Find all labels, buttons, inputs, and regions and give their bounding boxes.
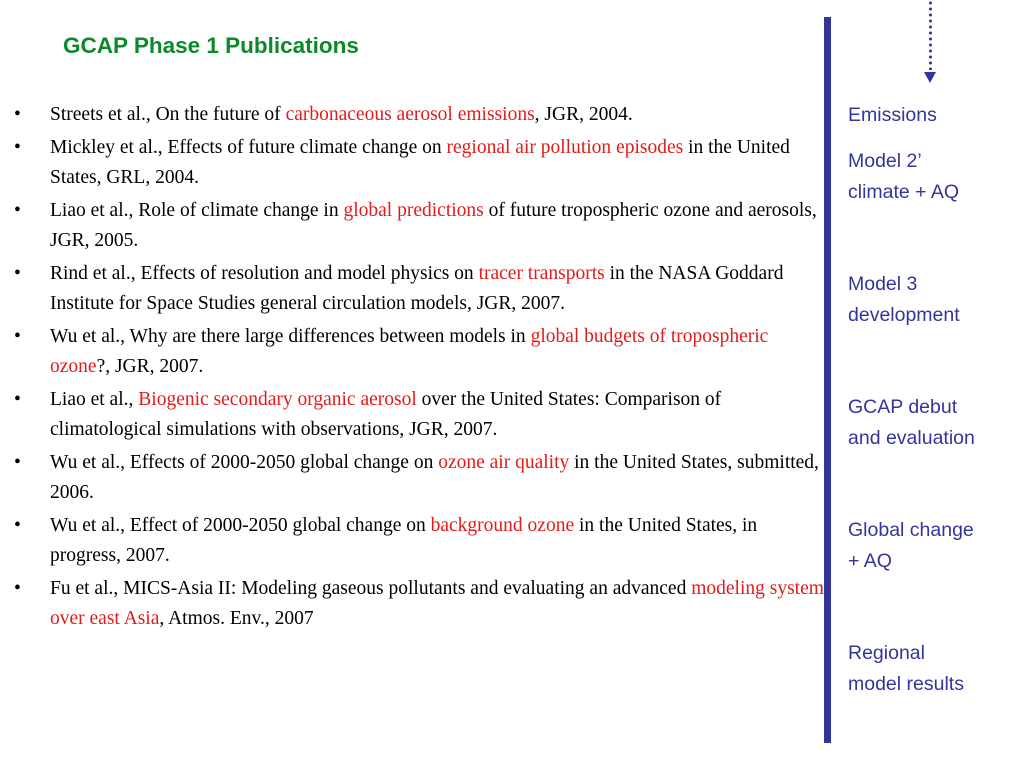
publication-text: in the United States, submitted, 2006. — [50, 451, 819, 503]
publication-item — [14, 133, 824, 194]
publication-highlight: ozone air quality — [438, 451, 570, 473]
publication-list — [14, 100, 824, 637]
stage-label: Model 2’ — [848, 150, 922, 172]
publication-text: Fu et al., MICS-Asia II: Modeling gaseous pollutants and evaluating an advanced — [50, 577, 692, 599]
stage-label: and evaluation — [848, 426, 975, 449]
bullet: • — [14, 136, 21, 158]
stage-label: climate + AQ — [848, 180, 960, 203]
publication-text: of future tropospheric ozone and aerosols, JGR, 2005. — [50, 199, 817, 251]
publication-text: Wu et al., Effects of 2000-2050 global change on — [50, 451, 439, 473]
publication-highlight: global budgets of tropospheric ozone — [50, 325, 769, 377]
stage-label: development — [848, 303, 960, 326]
publication-item — [14, 100, 824, 131]
bullet: • — [14, 262, 21, 284]
publication-highlight: tracer transports — [478, 262, 605, 284]
publication-text: in the United States, GRL, 2004. — [50, 136, 790, 188]
publication-highlight: regional air pollution episodes — [446, 136, 684, 158]
stage-label: Model 3 — [848, 273, 918, 295]
publication-text: over the United States: Comparison of climatological simulations with observations, JGR, 2007. — [50, 388, 722, 440]
stage-emissions — [848, 100, 937, 131]
publication-text: Mickley et al., Effects of future climate change on — [50, 136, 447, 158]
stage-label: Regional — [848, 642, 925, 664]
publication-highlight: background ozone — [430, 514, 575, 536]
stage-label: Emissions — [848, 104, 937, 126]
bullet: • — [14, 451, 21, 473]
bullet: • — [14, 104, 21, 125]
publication-item — [14, 574, 824, 635]
publication-item — [14, 385, 824, 446]
publication-text: , Atmos. Env., 2007 — [159, 608, 314, 629]
publication-text: ?, JGR, 2007. — [96, 356, 204, 377]
stage-label: Global change — [848, 519, 974, 541]
stage-model3 — [848, 269, 960, 330]
stage-model2 — [848, 146, 959, 207]
publication-highlight: Biogenic secondary organic aerosol — [138, 388, 417, 410]
publication-text: Streets et al., On the future of — [50, 104, 286, 125]
stage-label: model results — [848, 672, 964, 695]
timeline-divider — [824, 17, 831, 743]
bullet: • — [14, 199, 21, 221]
page-title: GCAP Phase 1 Publications — [63, 33, 359, 58]
publication-text: Wu et al., Why are there large differences between models in — [50, 325, 531, 347]
stage-label: + AQ — [848, 549, 892, 572]
publication-text: Rind et al., Effects of resolution and model physics on — [50, 262, 479, 284]
stage-global-change — [848, 515, 974, 576]
bullet: • — [14, 514, 21, 536]
publication-text: Wu et al., Effect of 2000-2050 global change on — [50, 514, 431, 536]
publication-highlight: modeling system over east Asia — [50, 577, 824, 629]
publication-text: , JGR, 2004. — [534, 104, 633, 125]
publication-item — [14, 259, 824, 320]
publication-text: in the United States, in progress, 2007. — [50, 514, 758, 566]
publication-item — [14, 322, 824, 383]
publication-text: Liao et al., Role of climate change in — [50, 199, 344, 221]
bullet: • — [14, 388, 21, 410]
arrow-down-icon — [924, 72, 936, 83]
publication-item — [14, 511, 824, 572]
dotted-connector — [929, 0, 932, 70]
stage-label: GCAP debut — [848, 396, 958, 418]
publication-highlight: global predictions — [343, 199, 484, 221]
publication-item — [14, 196, 824, 257]
stage-regional — [848, 638, 964, 699]
publication-highlight: carbonaceous aerosol emissions — [285, 104, 535, 125]
publication-text: Liao et al., — [50, 388, 139, 410]
stage-gcap-debut — [848, 392, 975, 453]
bullet: • — [14, 577, 21, 599]
publication-text: in the NASA Goddard Institute for Space Studies general circulation models, JGR, 2007. — [50, 262, 784, 314]
publication-item — [14, 448, 824, 509]
bullet: • — [14, 325, 21, 347]
